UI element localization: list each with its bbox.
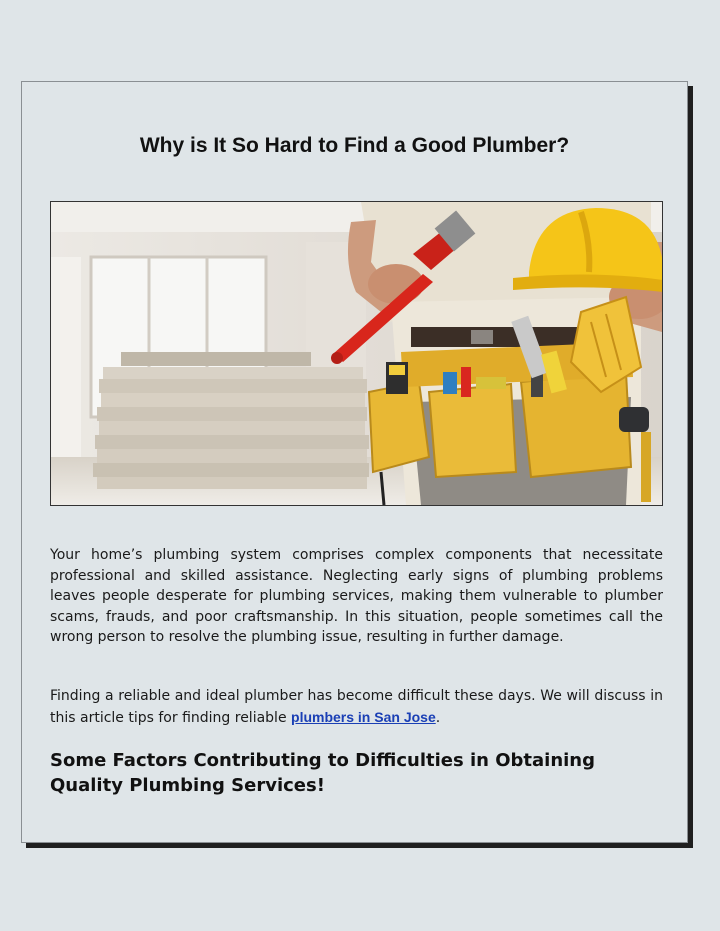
hero-image xyxy=(50,201,663,506)
section-heading: Some Factors Contributing to Difficulties in Obtaining Quality Plumbing Services! xyxy=(50,750,596,796)
document-page xyxy=(21,81,688,843)
drywall-stack xyxy=(93,367,369,489)
intro-paragraph: Your home’s plumbing system comprises complex components that necessitate professional and skilled assistance. Neglecting early signs of plumbing problems leaves people desperate for plumbing services, making them vulnerable to plumber scams, frauds, and poor craftsmanship. In this situation, people sometimes call the wrong person to resolve the plumbing issue, resulting in further damage. xyxy=(50,547,663,646)
plumber-illustration xyxy=(51,202,662,505)
tips-paragraph-end: . xyxy=(435,709,441,726)
tips-paragraph-text: Finding a reliable and ideal plumber has become difficult these days. We will discuss in this article tips for finding reliable xyxy=(50,688,663,726)
page-title: Why is It So Hard to Find a Good Plumber? xyxy=(139,134,570,157)
plumbers-san-jose-link[interactable]: plumbers in San Jose xyxy=(291,708,436,725)
tips-paragraph xyxy=(50,686,663,728)
